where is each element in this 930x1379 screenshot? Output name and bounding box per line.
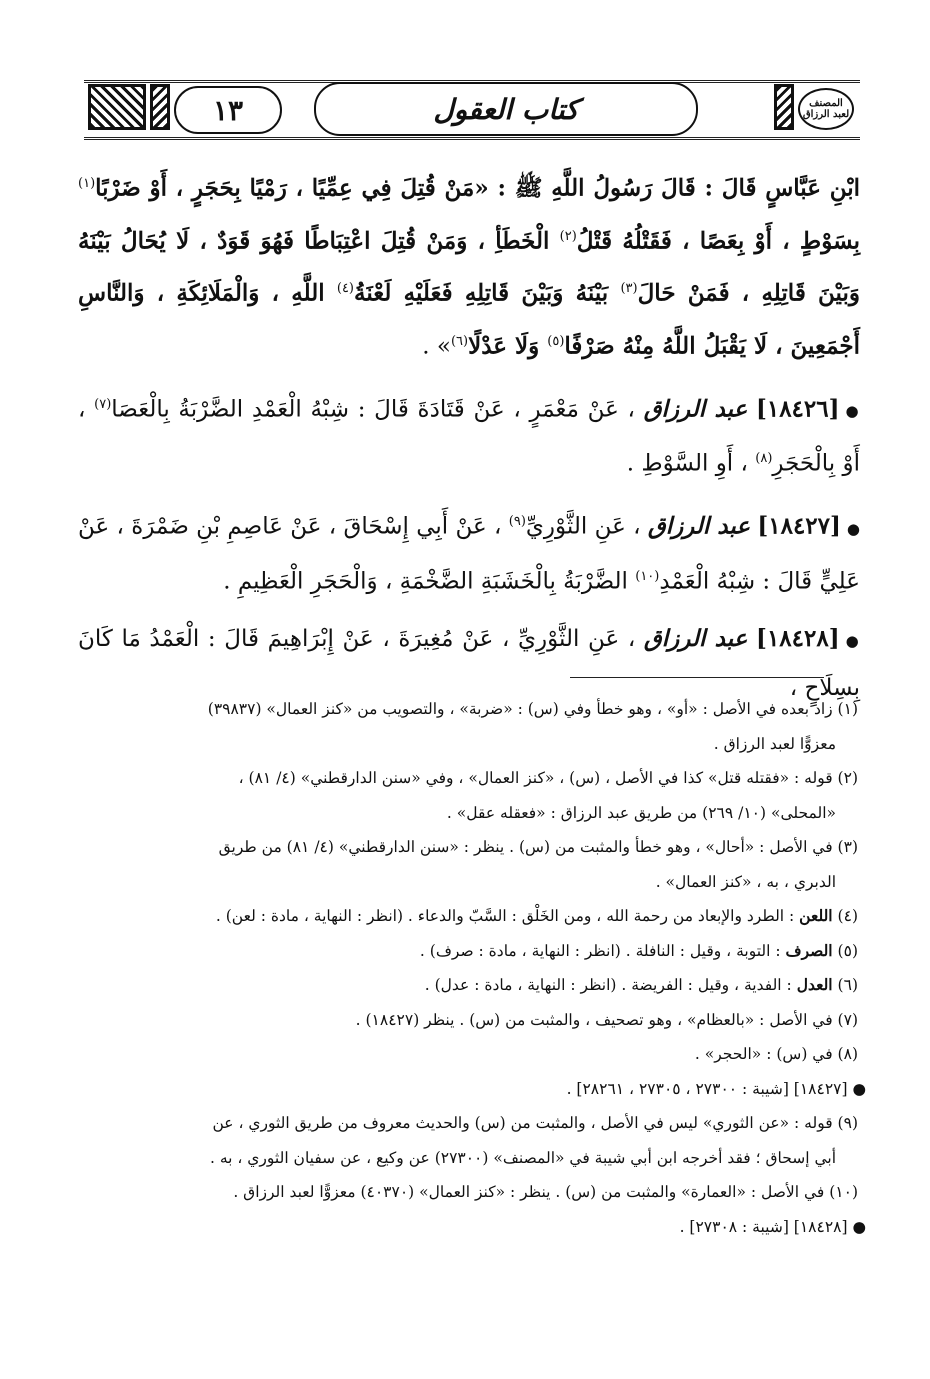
- footnote-text: : التوبة ، وقيل : النافلة . (انظر : النهاية ، مادة : صرف) .: [419, 941, 786, 960]
- entry-number: [١٨٤٢٨]: [756, 625, 840, 653]
- text-span: ، عَنْ أَبِي إِسْحَاقَ ، عَنْ عَاصِمِ بْنِ ضَمْرَةَ ، عَنْ عَلِيٍّ قَالَ : شِبْهُ الْعَمْدِ: [78, 513, 860, 595]
- page-number: ١٣: [174, 86, 282, 134]
- text-span: » .: [422, 333, 451, 360]
- source-ref-18427: ● [١٨٤٢٧] [شيبة : ٢٧٣٠٠ ، ٢٧٣٠٥ ، ٢٨٢٦١] .: [566, 1079, 866, 1098]
- footnote-2: (٢) قوله : «فقتله قتل» كذا في الأصل ، (س) ، «كنز العمال» ، وفي «سنن الدارقطني» (٤/ ٨١) ،: [238, 769, 858, 787]
- footnote-8: (٨) في (س) : «الحجر» .: [694, 1045, 858, 1063]
- footnote-term: العدل: [796, 975, 833, 994]
- footnote-text: : الطرد والإبعاد من رحمة الله ، ومن الخَلْق : السَّبّ والدعاء . (انظر : النهاية ، مادة : لعن) .: [215, 907, 800, 925]
- footnote-ref[interactable]: (١): [78, 176, 96, 191]
- footnote-1-cont: معزوًّا لعبد الرزاق .: [713, 734, 836, 753]
- footnote-ref[interactable]: (٣): [620, 281, 638, 297]
- footnote-divider: [570, 677, 824, 678]
- bullet-icon: ●: [846, 519, 860, 538]
- bullet-icon: ●: [845, 632, 861, 651]
- entry-18427: [78, 498, 860, 605]
- footnote-number: (٦): [837, 976, 858, 994]
- footnote-ref[interactable]: (٦): [450, 333, 469, 349]
- main-text: [78, 160, 860, 712]
- footnote-ref[interactable]: (٥): [547, 333, 565, 349]
- text-span: وَلَا عَدْلًا: [468, 332, 548, 360]
- footnote-6: [78, 968, 866, 1003]
- footnote-ref[interactable]: (٢): [559, 228, 577, 244]
- footnote-ref[interactable]: (٨): [755, 451, 773, 467]
- footnote-9: (٩) قوله : «عن الثوري» ليس في الأصل ، والمثبت من (س) والحديث معروف من طريق الثوري ، عن: [212, 1114, 858, 1132]
- text-span: الضَّرْبَةُ بِالْخَشَبَةِ الضَّخْمَةِ ، وَالْحَجَرِ الْعَظِيمِ .: [223, 568, 636, 595]
- footnote-10: (١٠) في الأصل : «العمارة» والمثبت من (س) . ينظر : «كنز العمال» (٤٠٣٧٠) معزوًّا لعبد الرزاق .: [233, 1183, 858, 1201]
- footnote-term: اللعن: [799, 906, 833, 925]
- source-ref-18428: ● [١٨٤٢٨] [شيبة : ٢٧٣٠٨] .: [679, 1217, 866, 1236]
- ornament-left-inner: [150, 84, 170, 130]
- footnote-2-cont: «المحلى» (١٠/ ٢٦٩) من طريق عبد الرزاق : «فعقله عقل» .: [446, 803, 836, 822]
- chapter-title: كتاب العقول: [314, 82, 698, 136]
- text-span: ، عَنِ الثَّوْرِيِّ ، عَنْ مُغِيرَةَ ، عَنْ إِبْرَاهِيمَ قَالَ : الْعَمْدُ مَا كَانَ بِسِلَاحٍ ،: [78, 626, 860, 702]
- text-span: ، أَوْ بِالْحَجَرِ: [78, 396, 860, 477]
- text-span: اللَّهِ ، وَالْمَلَائِكَةِ ، وَالنَّاسِ أَجْمَعِينَ ، لَا يَقْبَلُ اللَّهُ مِنْهُ صَرْفًا: [78, 279, 860, 360]
- text-span: ، عَنْ مَعْمَرٍ ، عَنْ قَتَادَةَ قَالَ : شِبْهُ الْعَمْدِ الضَّرْبَةُ بِالْعَصَا: [111, 396, 644, 423]
- bullet-icon: ●: [845, 402, 860, 421]
- footnote-ref[interactable]: (٤): [336, 281, 354, 297]
- paragraph-continuation: [78, 160, 860, 371]
- text-span: بِسَوْطٍ ، أَوْ بِعَصًا ، فَقَتْلُهُ قَتْلُ: [576, 227, 860, 255]
- footnotes: [78, 692, 866, 1244]
- author-name: عبد الرزاق: [643, 625, 748, 653]
- text-span: ابْنِ عَبَّاسٍ قَالَ : قَالَ رَسُولُ اللَّهِ ﷺ : «مَنْ قُتِلَ فِي عِمِّيًا ، رَمْيًا بِحَجَرٍ ، أَوْ ضَرْبًا: [95, 174, 860, 202]
- footnote-term: الصرف: [785, 940, 833, 960]
- footnote-3-cont: الدبري ، به ، «كنز العمال» .: [655, 872, 836, 891]
- entry-number: [١٨٤٢٧]: [757, 512, 841, 540]
- text-span: الْخَطَأِ ، وَمَنْ قُتِلَ اعْتِبَاطًا فَهُوَ قَوَدٌ ، لَا يُحَالُ بَيْنَهُ وَبَيْنَ قَاتِلِهِ ، فَمَنْ حَالَ: [78, 227, 860, 307]
- footnote-number: (٤): [837, 907, 858, 925]
- text-span: بَيْنَهُ وَبَيْنَ قَاتِلِهِ فَعَلَيْهِ لَعْنَةُ: [354, 279, 621, 307]
- footnote-1: (١) زاد بعده في الأصل : «أو» ، وهو خطأ وفي (س) : «ضربة» ، والتصويب من «كنز العمال» (٣٩٨٣٧): [207, 700, 858, 718]
- footnote-ref[interactable]: (١٠): [635, 568, 660, 584]
- entry-number: [١٨٤٢٦]: [755, 395, 840, 423]
- text-span: ، عَنِ الثَّوْرِيِّ: [525, 513, 648, 540]
- text-span: ، أَوِ السَّوْطِ .: [626, 450, 756, 477]
- footnote-7: (٧) في الأصل : «بالعظام» ، وهو تصحيف ، والمثبت من (س) . ينظر (١٨٤٢٧) .: [355, 1010, 858, 1029]
- book-logo: المصنف لعبد الرزاق: [798, 88, 854, 130]
- footnote-5: [78, 934, 866, 969]
- footnote-3: (٣) في الأصل : «أحال» ، وهو خطأ والمثبت من (س) . ينظر : «سنن الدارقطني» (٤/ ٨١) من طريق: [218, 838, 858, 856]
- footnote-ref[interactable]: (٩): [508, 513, 526, 529]
- author-name: عبد الرزاق: [647, 512, 751, 540]
- footnote-ref[interactable]: (٧): [94, 396, 112, 412]
- footnote-text: : الفدية ، وقيل : الفريضة . (انظر : النهاية ، مادة : عدل) .: [424, 976, 797, 994]
- page-header: [84, 80, 860, 140]
- ornament-right-inner: [774, 84, 794, 130]
- footnote-9-cont: أبي إسحاق ؛ فقد أخرجه ابن أبي شيبة في «المصنف» (٢٧٣٠٠) عن وكيع ، عن سفيان الثوري ، به .: [209, 1148, 836, 1167]
- ornament-left: [88, 84, 146, 130]
- footnote-number: (٥): [837, 941, 858, 960]
- author-name: عبد الرزاق: [643, 395, 748, 423]
- entry-18426: [78, 381, 860, 488]
- footnote-4: [78, 899, 866, 934]
